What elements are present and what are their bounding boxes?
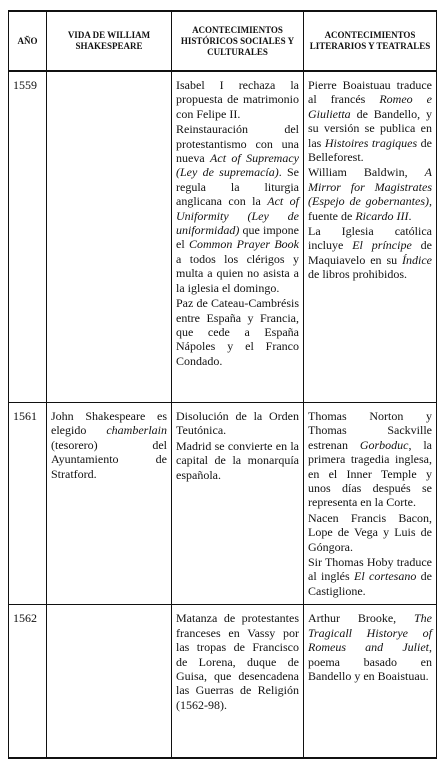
header-row [9,11,437,71]
table-row [9,605,437,759]
historical-cell [172,605,304,759]
historical-entry: Disolución de la Orden Teutónica. [176,409,299,438]
historical-entry: Isabel I rechaza la propuesta de matrimonio con Felipe II. [176,78,299,121]
literary-entry: Arthur Brooke, The Tragicall Historye of Romeus and Juliet, poema basado en Bandello y en Boaistuau. [308,611,432,683]
literary-entry: Thomas Norton y Thomas Sackville estrenan Gorboduc, la primera tragedia inglesa, en el Inner Temple y unos días después se representa en la Corte. [308,409,432,510]
historical-cell [172,71,304,403]
header-year: AÑO [9,11,47,71]
literary-cell [304,71,437,403]
header-historical: ACONTECIMIENTOS HISTÓRICOS SOCIALES Y CULTURALES [172,11,304,71]
literary-entry: Nacen Francis Bacon, Lope de Vega y Luis de Góngora. [308,510,432,554]
table-row [9,403,437,605]
header-literary: ACONTECIMIENTOS LITERARIOS Y TEATRALES [304,11,437,71]
year-cell: 1562 [9,605,47,759]
header-life: VIDA DE WILLIAM SHAKESPEARE [47,11,172,71]
life-cell [47,403,172,605]
year-cell: 1561 [9,403,47,605]
year-cell: 1559 [9,71,47,403]
literary-cell [304,605,437,759]
historical-entry: Madrid se convierte en la capital de la monarquía española. [176,438,299,482]
historical-entry: Paz de Cateau-Cambrésis entre España y Francia, que cede a España Nápoles y el Franco Condado. [176,296,299,368]
life-cell [47,605,172,759]
table-row [9,71,437,403]
historical-entry: Matanza de protestantes franceses en Vassy por las tropas de Francisco de Lorena, duque de Guisa, que desencadena las Guerras de Religión (1562-98). [176,611,299,712]
historical-entry: Reinstauración del protestantismo con una nueva Act of Supremacy (Ley de supremacía). Se regula la liturgia anglicana con la Act of Uniformity (Ley de uniformidad) que impone el Common Prayer Book a todos los clérigos y multa a quien no asista a la iglesia el domingo. [176,122,300,295]
literary-entry: Sir Thomas Hoby traduce al inglés El cortesano de Castiglione. [308,555,432,598]
literary-entry: William Baldwin, A Mirror for Magistrates (Espejo de gobernantes), fuente de Ricardo III. [308,165,432,223]
literary-cell [304,403,437,605]
chronology-table [8,10,437,759]
historical-cell [172,403,304,605]
literary-entry: Pierre Boaistuau traduce al francés Romeo e Giulietta de Bandello, y su versión se publica en las Histoires tragiques de Belleforest. [308,78,432,165]
life-cell [47,71,172,403]
life-entry: John Shakespeare es elegido chamberlain (tesorero) del Ayuntamiento de Stratford. [51,409,167,481]
literary-entry: La Iglesia católica incluye El príncipe de Maquiavelo en su Índice de libros prohibidos. [308,224,433,282]
